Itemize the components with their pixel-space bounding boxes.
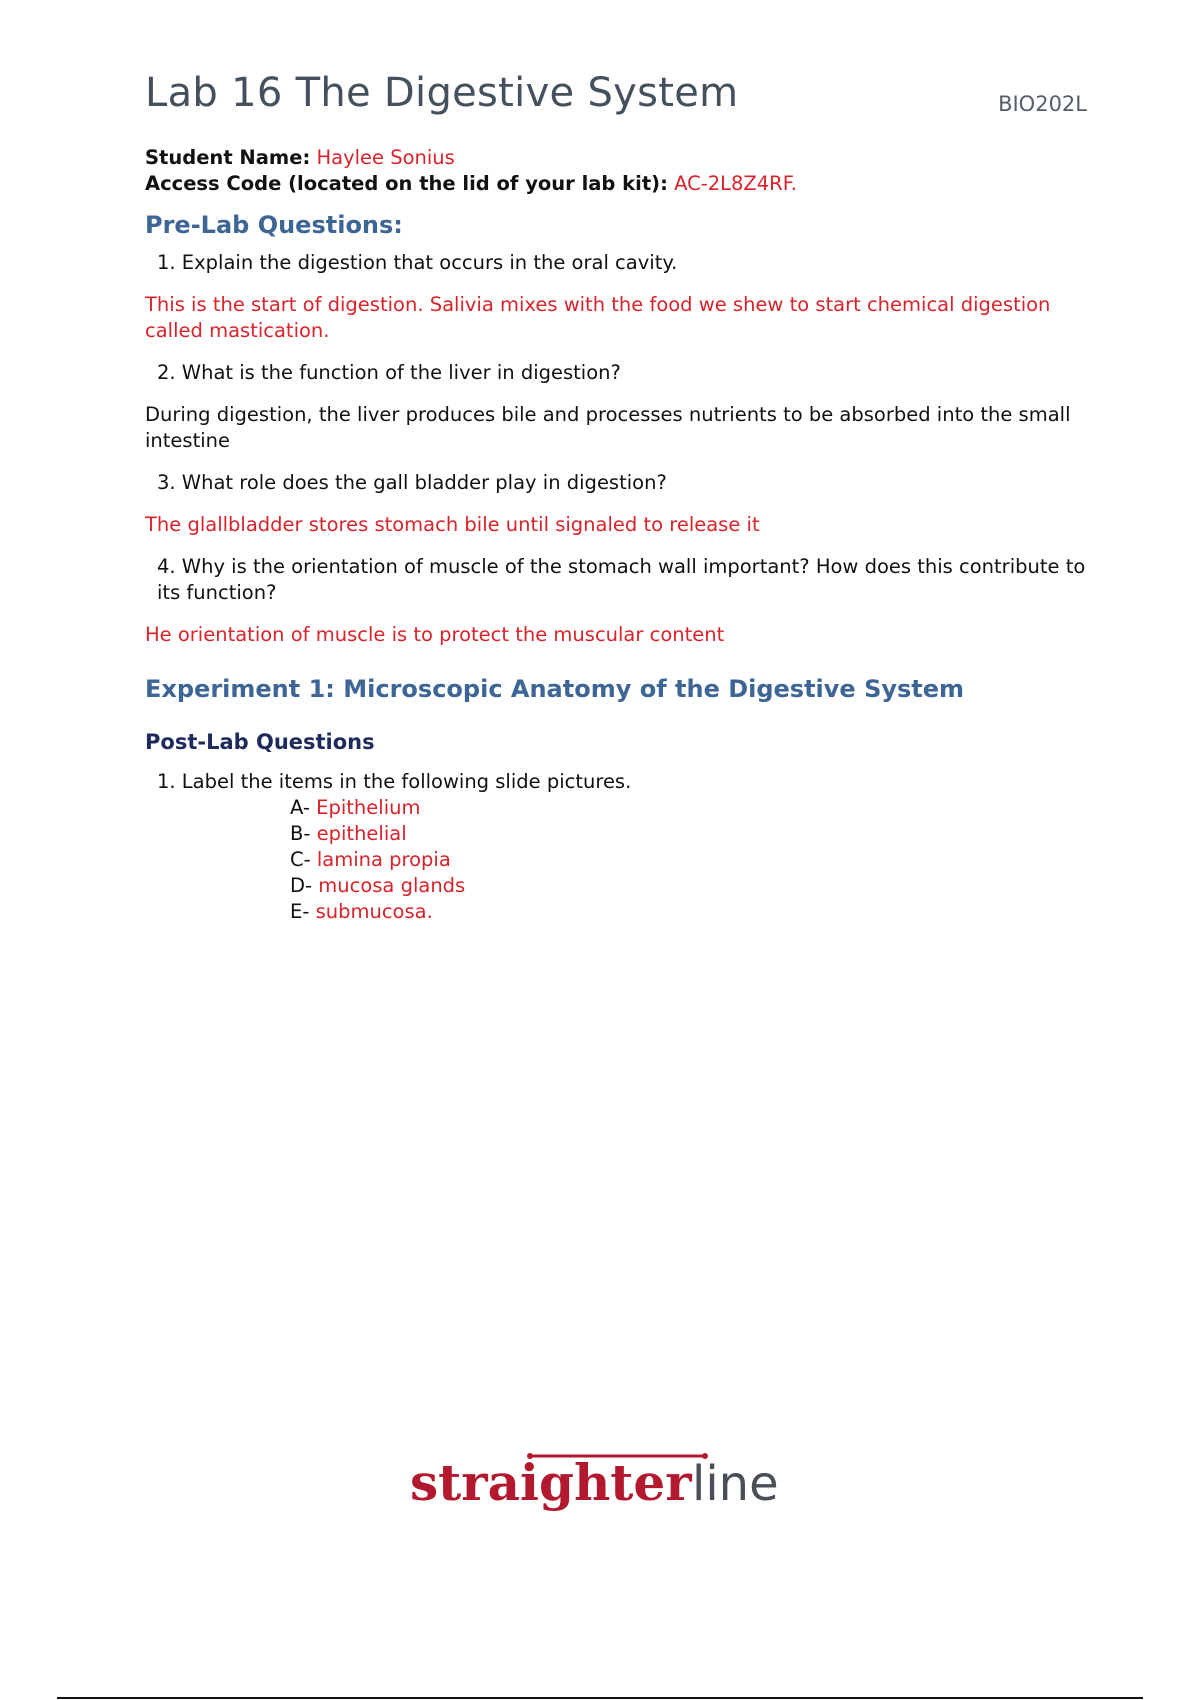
slide-label-value: epithelial [316, 822, 407, 845]
slide-label-a [290, 795, 1090, 821]
student-name-line [145, 145, 1090, 171]
slide-label-c [290, 847, 1090, 873]
straighterline-logo [0, 1450, 1200, 1534]
prelab-question-3: 3. What role does the gall bladder play in digestion? [157, 471, 667, 494]
slide-label-value: submucosa. [315, 900, 433, 923]
access-code-label: Access Code (located on the lid of your lab kit): [145, 172, 668, 195]
postlab-question-1: 1. Label the items in the following slide pictures. [157, 770, 632, 793]
prelab-answer-4: He orientation of muscle is to protect the muscular content [145, 623, 725, 646]
slide-label-value: mucosa glands [318, 874, 466, 897]
course-code: BIO202L [998, 92, 1087, 116]
prelab-question-1: 1. Explain the digestion that occurs in the oral cavity. [157, 251, 678, 274]
bottom-divider [57, 1697, 1143, 1699]
slide-label-letter: B- [290, 822, 311, 845]
prelab-answer-2: During digestion, the liver produces bile and processes nutrients to be absorbed into the small intestine [145, 403, 1071, 452]
student-name-value: Haylee Sonius [316, 146, 455, 169]
prelab-question-2: 2. What is the function of the liver in digestion? [157, 361, 621, 384]
page-title: Lab 16 The Digestive System [145, 70, 739, 116]
prelab-answer-3: The glallbladder stores stomach bile until signaled to release it [145, 513, 760, 536]
access-code-line [145, 171, 1090, 197]
logo-mark [410, 1450, 790, 1530]
slide-label-b [290, 821, 1090, 847]
slide-label-list [290, 795, 1090, 925]
student-name-label: Student Name: [145, 146, 311, 169]
prelab-heading: Pre-Lab Questions: [145, 211, 403, 239]
logo-text-part2: line [692, 1456, 779, 1512]
prelab-answer-1: This is the start of digestion. Salivia mixes with the food we shew to start chemical digestion called mastication. [145, 293, 1051, 342]
slide-label-letter: E- [290, 900, 310, 923]
slide-label-value: Epithelium [316, 796, 421, 819]
postlab-heading: Post-Lab Questions [145, 730, 375, 754]
slide-label-letter: C- [290, 848, 311, 871]
slide-label-d [290, 873, 1090, 899]
slide-label-value: lamina propia [316, 848, 451, 871]
access-code-value: AC-2L8Z4RF. [674, 172, 798, 195]
document-body [145, 145, 1090, 925]
prelab-question-4: 4. Why is the orientation of muscle of the stomach wall important? How does this contribute to its function? [157, 555, 1086, 604]
experiment-heading: Experiment 1: Microscopic Anatomy of the Digestive System [145, 675, 965, 703]
slide-label-letter: D- [290, 874, 313, 897]
slide-label-letter: A- [290, 796, 310, 819]
logo-text-part1: straighter [410, 1453, 692, 1512]
slide-label-e [290, 899, 1090, 925]
